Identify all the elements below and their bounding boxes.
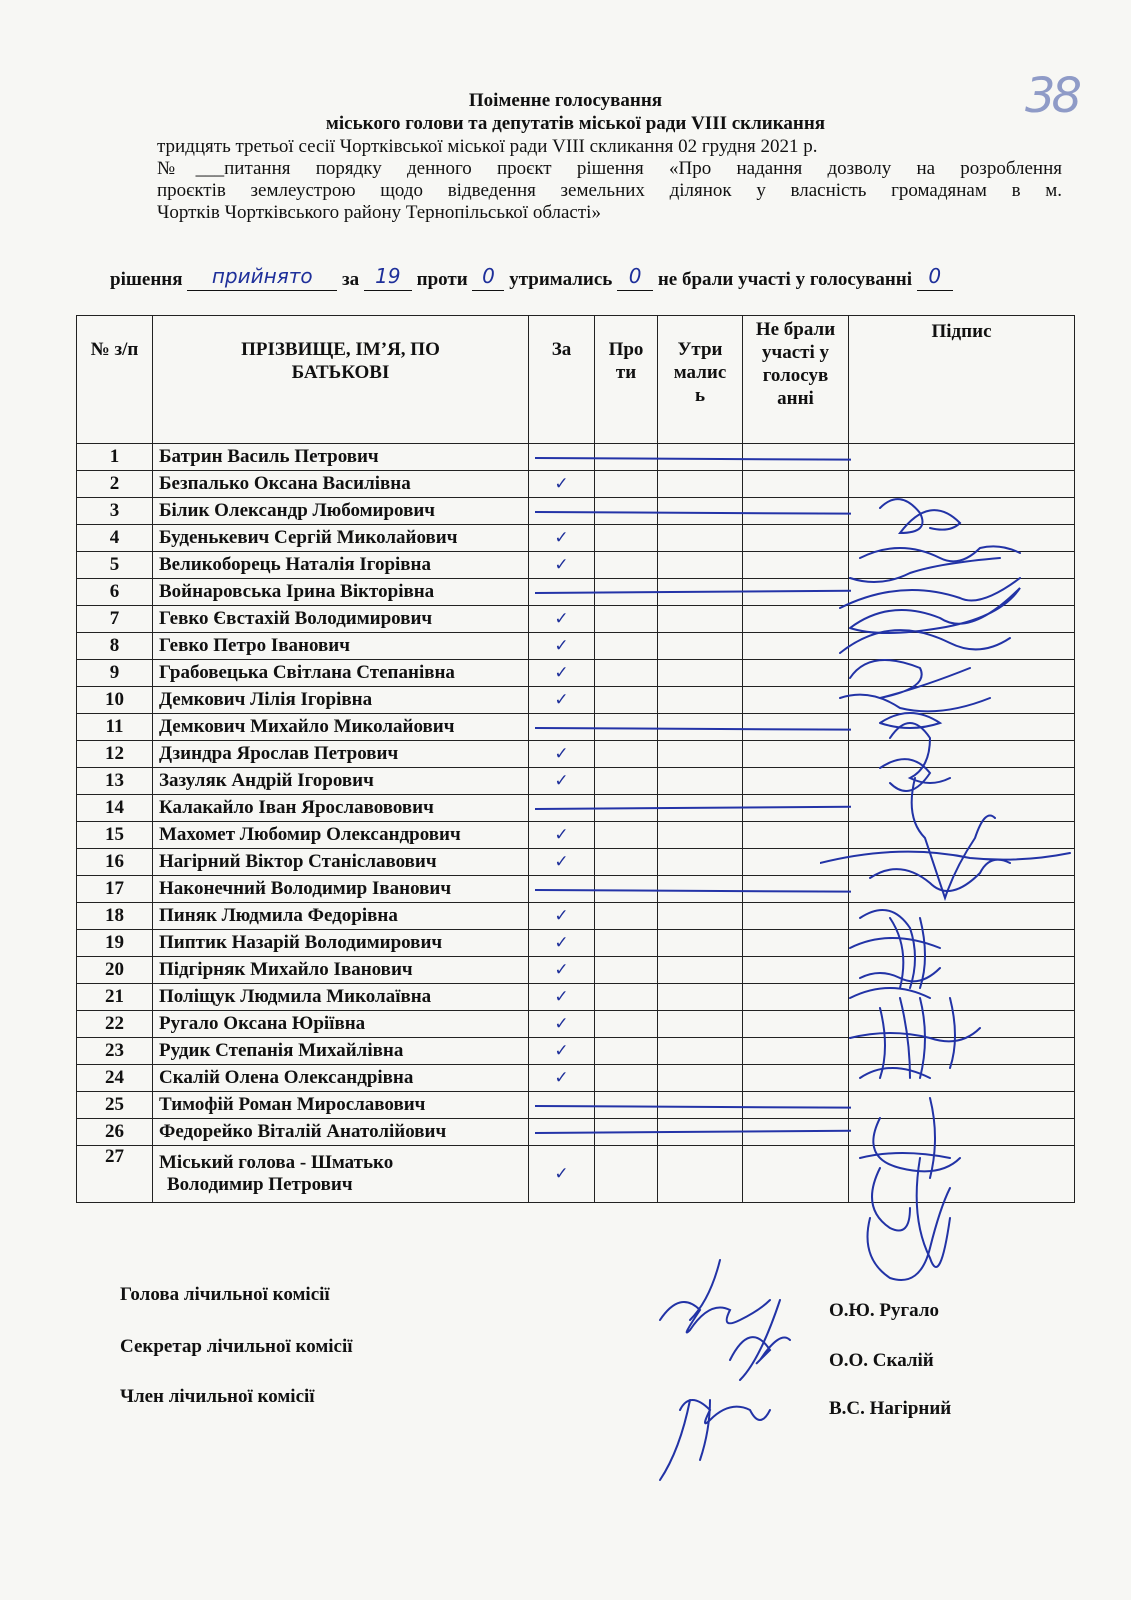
row-number: 16	[77, 849, 153, 876]
row-number: 19	[77, 930, 153, 957]
row-number: 15	[77, 822, 153, 849]
deputy-name-line-1: Міський голова - Шматько	[159, 1152, 394, 1173]
cell-against	[595, 984, 658, 1011]
deputy-name: Великоборець Наталія Ігорівна	[153, 552, 529, 579]
cell-against	[595, 1146, 658, 1203]
cell-against	[595, 471, 658, 498]
row-number: 14	[77, 795, 153, 822]
decision-value-field	[187, 264, 337, 291]
row-number: 6	[77, 579, 153, 606]
check-mark-icon: ✓	[554, 960, 569, 980]
deputy-name: Пиптик Назарій Володимирович	[153, 930, 529, 957]
cell-abstained	[658, 1011, 743, 1038]
cell-abstained	[658, 1065, 743, 1092]
cell-abstained	[658, 903, 743, 930]
cell-against	[595, 822, 658, 849]
check-mark-icon: ✓	[554, 690, 569, 710]
deputy-name: Тимофій Роман Мирославович	[153, 1092, 529, 1119]
deputy-name: Ругало Оксана Юріївна	[153, 1011, 529, 1038]
cell-against	[595, 768, 658, 795]
deputy-name: Махомет Любомир Олександрович	[153, 822, 529, 849]
cell-against	[595, 552, 658, 579]
against-count: 0	[482, 264, 495, 288]
deputy-name: Буденькевич Сергій Миколайович	[153, 525, 529, 552]
cell-for	[529, 957, 595, 984]
deputy-name: Калакайло Іван Ярославовович	[153, 795, 529, 822]
deputy-name: Зазуляк Андрій Ігорович	[153, 768, 529, 795]
check-mark-icon: ✓	[554, 906, 569, 926]
deputy-name: Батрин Василь Петрович	[153, 444, 529, 471]
cell-abstained	[658, 1146, 743, 1203]
check-mark-icon: ✓	[554, 555, 569, 575]
for-count-field	[364, 264, 412, 291]
cell-abstained	[658, 822, 743, 849]
deputy-name: Демкович Лілія Ігорівна	[153, 687, 529, 714]
deputy-name: Дзиндра Ярослав Петрович	[153, 741, 529, 768]
col-header-name: ПРІЗВИЩЕ, ІМ’Я, ПО БАТЬКОВІ	[153, 316, 529, 444]
deputy-name: Пиняк Людмила Федорівна	[153, 903, 529, 930]
check-mark-icon: ✓	[554, 852, 569, 872]
cell-abstained	[658, 957, 743, 984]
deputy-name: Безпалько Оксана Василівна	[153, 471, 529, 498]
check-mark-icon: ✓	[554, 1068, 569, 1088]
decision-label: рішення	[110, 269, 183, 290]
abstained-count: 0	[628, 264, 642, 288]
cell-against	[595, 1065, 658, 1092]
decision-summary	[110, 264, 953, 291]
row-number: 27	[77, 1146, 153, 1203]
row-number: 17	[77, 876, 153, 903]
deputy-name: Поліщук Людмила Миколаївна	[153, 984, 529, 1011]
cell-for	[529, 984, 595, 1011]
row-number: 22	[77, 1011, 153, 1038]
cell-against	[595, 525, 658, 552]
cell-against	[595, 741, 658, 768]
row-number: 9	[77, 660, 153, 687]
col-header-number: № з/п	[77, 316, 153, 444]
cell-against	[595, 687, 658, 714]
row-number: 11	[77, 714, 153, 741]
document-subtitle: міського голови та депутатів міської ради VIII скликання	[325, 113, 826, 134]
row-number: 5	[77, 552, 153, 579]
row-number: 4	[77, 525, 153, 552]
row-number: 13	[77, 768, 153, 795]
deputy-name: Гевко Петро Іванович	[153, 633, 529, 660]
cell-abstained	[658, 984, 743, 1011]
deputy-name: Грабовецька Світлана Степанівна	[153, 660, 529, 687]
cell-for	[529, 552, 595, 579]
deputy-name	[153, 1146, 529, 1203]
cell-abstained	[658, 552, 743, 579]
cell-for	[529, 1038, 595, 1065]
deputy-name: Скалій Олена Олександрівна	[153, 1065, 529, 1092]
col-header-not-voted: Не брали участі у голосув анні	[743, 316, 849, 444]
cell-for	[529, 687, 595, 714]
col-header-against: Про ти	[595, 316, 658, 444]
agenda-line-3: Чортків Чортківського району Тернопільської області»	[157, 202, 601, 223]
cell-not-voted	[743, 444, 849, 471]
commission-secretary-label: Секретар лічильної комісії	[120, 1336, 353, 1357]
commission-signatures	[640, 1250, 820, 1490]
check-mark-icon: ✓	[554, 987, 569, 1007]
cell-for	[529, 471, 595, 498]
cell-against	[595, 660, 658, 687]
agenda-line-2: проєктів землеустрою щодо відведення земельних ділянок у власність громадянам в м.	[157, 180, 1062, 201]
row-number: 1	[77, 444, 153, 471]
cell-abstained	[658, 849, 743, 876]
cell-for	[529, 1011, 595, 1038]
cell-for	[529, 768, 595, 795]
decision-value: прийнято	[211, 264, 313, 288]
cell-for	[529, 633, 595, 660]
cell-against	[595, 849, 658, 876]
cell-against	[595, 606, 658, 633]
cell-abstained	[658, 471, 743, 498]
row-number: 3	[77, 498, 153, 525]
against-label: проти	[416, 269, 468, 290]
for-label: за	[342, 269, 360, 290]
abstained-label: утримались	[509, 269, 613, 290]
document-title: Поіменне голосування	[468, 90, 663, 111]
col-header-for: За	[529, 316, 595, 444]
cell-abstained	[658, 606, 743, 633]
agenda-line-1: №___питання порядку денного проєкт рішення «Про надання дозволу на розроблення	[157, 158, 1062, 179]
cell-abstained	[658, 525, 743, 552]
session-line: тридцять третьої сесії Чортківської міської ради VIII скликання 02 грудня 2021 р.	[157, 136, 818, 157]
row-number: 8	[77, 633, 153, 660]
col-header-abstained: Утри малис ь	[658, 316, 743, 444]
row-number: 10	[77, 687, 153, 714]
row-number: 23	[77, 1038, 153, 1065]
cell-against	[595, 957, 658, 984]
against-count-field	[472, 264, 504, 291]
deputy-name: Федорейко Віталій Анатолійович	[153, 1119, 529, 1146]
for-count: 19	[375, 264, 401, 288]
cell-abstained	[658, 633, 743, 660]
commission-member-label: Член лічильної комісії	[120, 1386, 315, 1407]
cell-for	[529, 525, 595, 552]
commission-secretary-name: О.О. Скалій	[829, 1350, 934, 1371]
cell-against	[595, 633, 658, 660]
row-number: 24	[77, 1065, 153, 1092]
cell-against	[595, 903, 658, 930]
cell-signature	[849, 444, 1075, 471]
cell-abstained	[658, 687, 743, 714]
deputy-name: Войнаровська Ірина Вікторівна	[153, 579, 529, 606]
table-header-row	[77, 316, 1075, 444]
cell-for	[529, 606, 595, 633]
check-mark-icon: ✓	[554, 825, 569, 845]
commission-chair-label: Голова лічильної комісії	[120, 1284, 330, 1305]
row-number: 25	[77, 1092, 153, 1119]
not-voted-count: 0	[928, 264, 942, 288]
check-mark-icon: ✓	[554, 663, 569, 683]
cell-for	[529, 1146, 595, 1203]
deputy-name: Підгірняк Михайло Іванович	[153, 957, 529, 984]
cell-for	[529, 1065, 595, 1092]
abstained-count-field	[617, 264, 653, 291]
check-mark-icon: ✓	[554, 1164, 569, 1184]
cell-for	[529, 660, 595, 687]
signatures-scribble	[820, 478, 1080, 1298]
row-number: 2	[77, 471, 153, 498]
cell-for	[529, 822, 595, 849]
check-mark-icon: ✓	[554, 1014, 569, 1034]
check-mark-icon: ✓	[554, 744, 569, 764]
row-number: 7	[77, 606, 153, 633]
row-number: 12	[77, 741, 153, 768]
check-mark-icon: ✓	[554, 474, 569, 494]
cell-abstained	[658, 930, 743, 957]
deputy-name: Білик Олександр Любомирович	[153, 498, 529, 525]
commission-member-name: В.С. Нагірний	[829, 1398, 952, 1419]
deputy-name: Наконечний Володимир Іванович	[153, 876, 529, 903]
deputy-name: Демкович Михайло Миколайович	[153, 714, 529, 741]
col-header-signature: Підпис	[849, 316, 1075, 444]
check-mark-icon: ✓	[554, 528, 569, 548]
deputy-name: Нагірний Віктор Станіславович	[153, 849, 529, 876]
not-voted-count-field	[917, 264, 953, 291]
deputy-name: Рудик Степанія Михайлівна	[153, 1038, 529, 1065]
cell-abstained	[658, 741, 743, 768]
check-mark-icon: ✓	[554, 933, 569, 953]
handwritten-page-number: 38	[1025, 68, 1079, 124]
cell-for	[529, 849, 595, 876]
cell-abstained	[658, 660, 743, 687]
cell-against	[595, 1038, 658, 1065]
check-mark-icon: ✓	[554, 609, 569, 629]
cell-for	[529, 741, 595, 768]
cell-for	[529, 903, 595, 930]
deputy-name-line-2: Володимир Петрович	[167, 1174, 353, 1195]
check-mark-icon: ✓	[554, 1041, 569, 1061]
row-number: 18	[77, 903, 153, 930]
not-voted-label: не брали участі у голосуванні	[657, 269, 913, 290]
row-number: 26	[77, 1119, 153, 1146]
row-number: 21	[77, 984, 153, 1011]
row-number: 20	[77, 957, 153, 984]
check-mark-icon: ✓	[554, 771, 569, 791]
check-mark-icon: ✓	[554, 636, 569, 656]
deputy-name: Гевко Євстахій Володимирович	[153, 606, 529, 633]
commission-chair-name: О.Ю. Ругало	[829, 1300, 939, 1321]
cell-against	[595, 1011, 658, 1038]
cell-for	[529, 930, 595, 957]
cell-abstained	[658, 1038, 743, 1065]
cell-against	[595, 930, 658, 957]
cell-abstained	[658, 768, 743, 795]
